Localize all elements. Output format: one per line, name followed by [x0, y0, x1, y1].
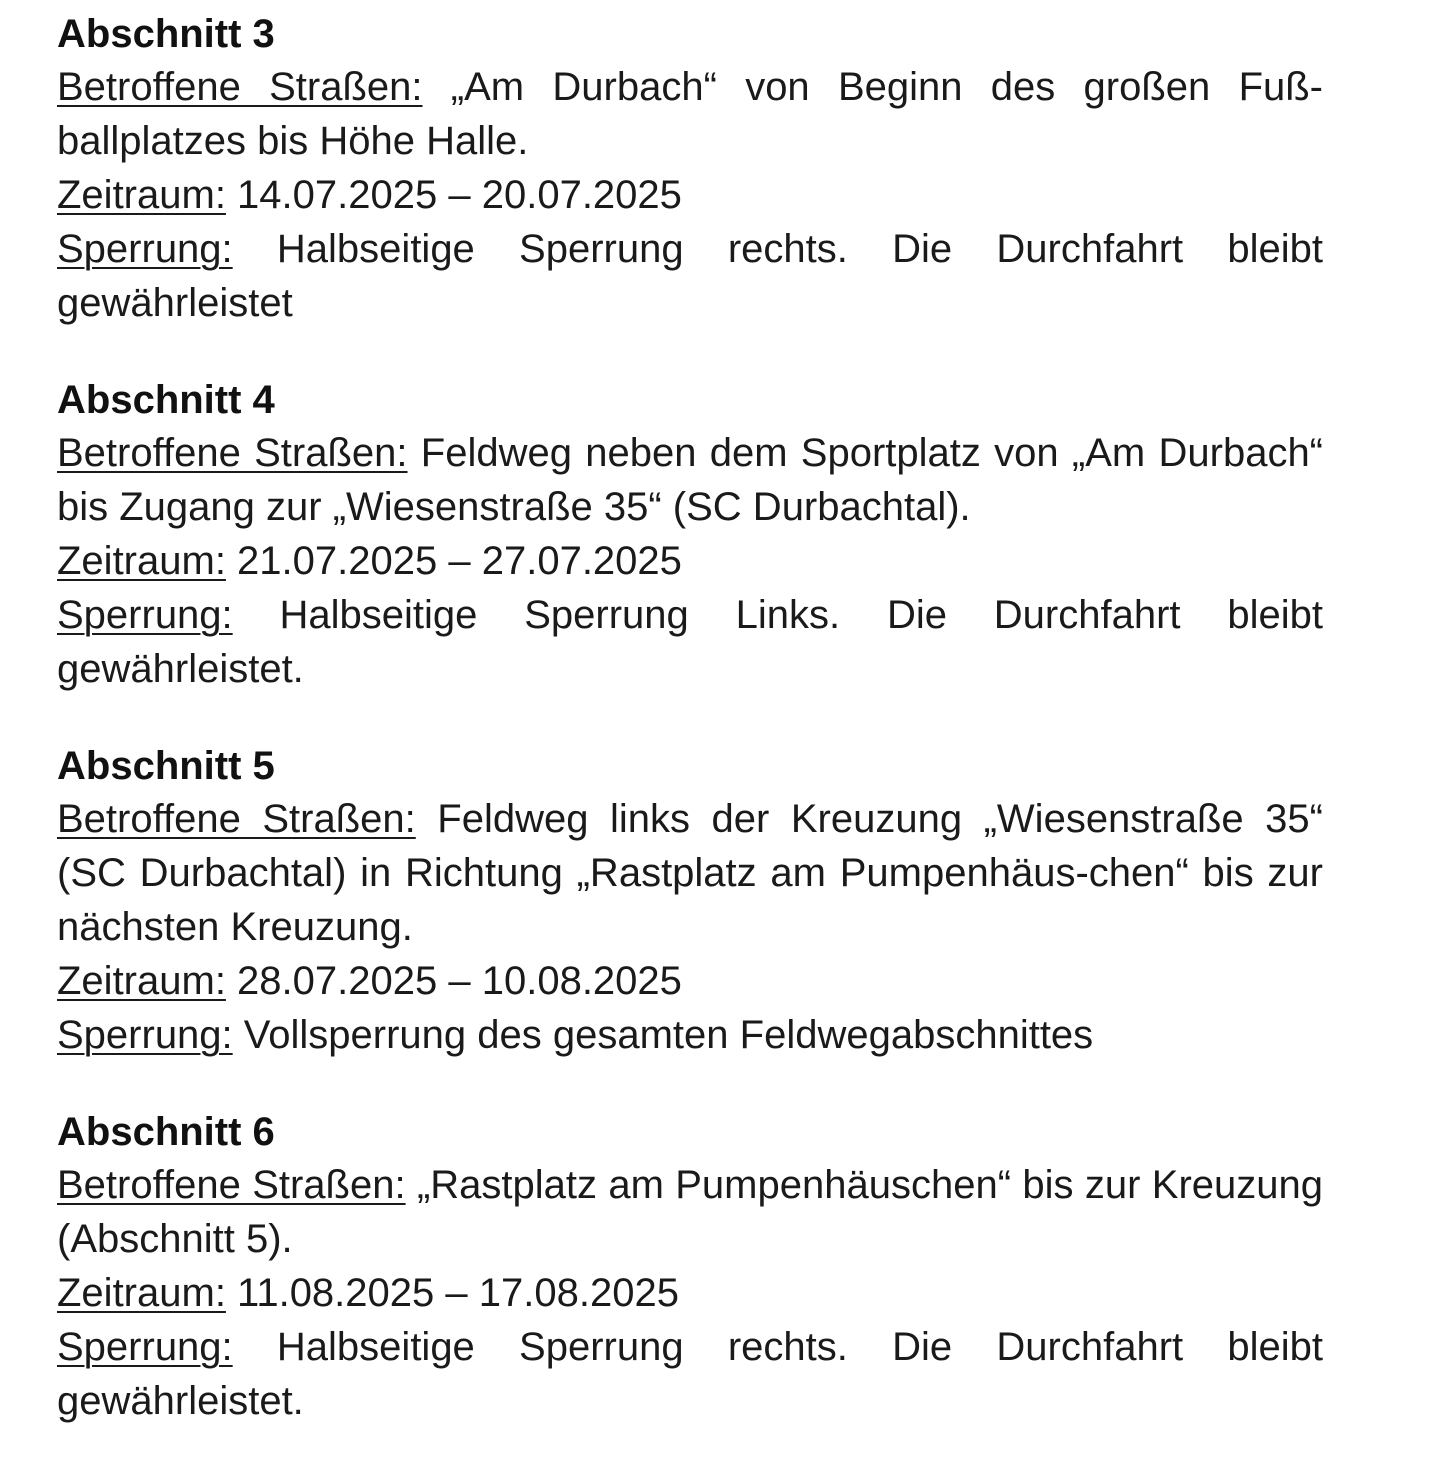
affected-streets-label: Betroffene Straßen: — [57, 797, 416, 841]
section-6 — [57, 1106, 1323, 1428]
closure-text: Vollsperrung des gesamten Feldwegabschnittes — [232, 1013, 1094, 1057]
closure — [57, 222, 1323, 330]
affected-streets — [57, 1158, 1323, 1266]
section-heading: Abschnitt 4 — [57, 378, 275, 422]
time-period — [57, 534, 1323, 588]
time-period — [57, 168, 1323, 222]
time-period-label: Zeitraum: — [57, 959, 226, 1003]
time-period-text: 11.08.2025 – 17.08.2025 — [225, 1271, 679, 1315]
affected-streets-text: Feldweg links der Kreuzung „Wiesenstraße 35“ (SC Durbachtal) in Richtung „Rastplatz am Pumpenhäus-chen“ bis zur nächsten Kreuzung. — [57, 797, 1323, 949]
section-3 — [57, 8, 1323, 330]
section-heading: Abschnitt 5 — [57, 744, 275, 788]
affected-streets-text: „Am Durbach“ von Beginn des großen Fuß-ballplatzes bis Höhe Halle. — [57, 65, 1323, 163]
closure-label: Sperrung: — [57, 593, 233, 637]
time-period-label: Zeitraum: — [57, 173, 226, 217]
time-period-text: 28.07.2025 – 10.08.2025 — [225, 959, 682, 1003]
section-heading: Abschnitt 3 — [57, 12, 275, 56]
time-period-text: 14.07.2025 – 20.07.2025 — [225, 173, 682, 217]
affected-streets — [57, 792, 1323, 954]
affected-streets — [57, 60, 1323, 168]
time-period — [57, 1266, 1323, 1320]
affected-streets — [57, 426, 1323, 534]
time-period-text: 21.07.2025 – 27.07.2025 — [225, 539, 682, 583]
affected-streets-label: Betroffene Straßen: — [57, 1163, 406, 1207]
closure — [57, 1008, 1323, 1062]
closure — [57, 588, 1323, 696]
closure-text: Halbseitige Sperrung rechts. Die Durchfahrt bleibt gewährleistet. — [57, 1325, 1323, 1423]
closure-label: Sperrung: — [57, 227, 233, 271]
document-body — [57, 8, 1323, 1472]
time-period — [57, 954, 1323, 1008]
section-heading: Abschnitt 6 — [57, 1110, 275, 1154]
closure-label: Sperrung: — [57, 1013, 233, 1057]
section-4 — [57, 374, 1323, 696]
time-period-label: Zeitraum: — [57, 1271, 226, 1315]
affected-streets-label: Betroffene Straßen: — [57, 431, 408, 475]
affected-streets-text: Feldweg neben dem Sportplatz von „Am Durbach“ bis Zugang zur „Wiesenstraße 35“ (SC Durbachtal). — [57, 431, 1324, 529]
closure-label: Sperrung: — [57, 1325, 233, 1369]
closure-text: Halbseitige Sperrung rechts. Die Durchfahrt bleibt gewährleistet — [57, 227, 1323, 325]
closure-text: Halbseitige Sperrung Links. Die Durchfahrt bleibt gewährleistet. — [57, 593, 1323, 691]
time-period-label: Zeitraum: — [57, 539, 226, 583]
section-5 — [57, 740, 1323, 1062]
affected-streets-label: Betroffene Straßen: — [57, 65, 423, 109]
affected-streets-text: „Rastplatz am Pumpenhäuschen“ bis zur Kreuzung (Abschnitt 5). — [57, 1163, 1324, 1261]
closure — [57, 1320, 1323, 1428]
